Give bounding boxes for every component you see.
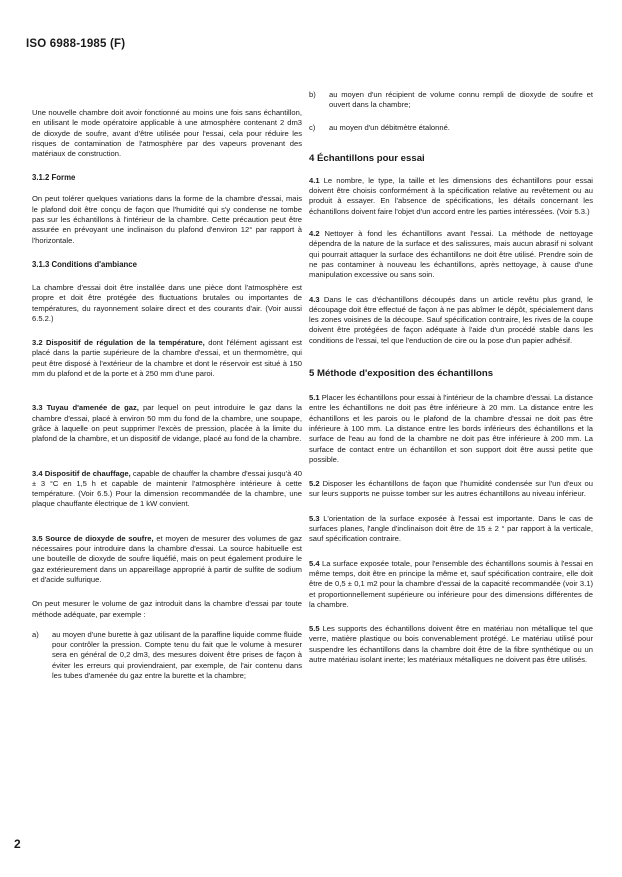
spacer	[309, 379, 593, 393]
paragraph	[32, 338, 302, 379]
list-item-text: au moyen d'un récipient de volume connu rempli de dioxyde de soufre et ouvert dans la chambre;	[329, 90, 593, 110]
clause-lead: 5.5	[309, 624, 320, 634]
paragraph	[309, 229, 593, 280]
spacer	[32, 182, 302, 194]
paragraph: Une nouvelle chambre doit avoir fonctionné au moins une fois sans échantillon, en utilisant le mode opératoire applicable à une atmosphère contenant 2 dm3 de dioxyde de soufre, avant d'être utilisée pour l'essai, cela pour réduire les risques de contamination de l'atmosphère par des vapeurs provenant des matériaux de construction.	[32, 108, 302, 159]
clause-text: Disposer les échantillons de façon que l'humidité condensée sur l'un d'eux ou sur leurs supports ne puisse tomber sur les autres échantillons au niveau inférieur.	[309, 479, 593, 499]
paragraph	[32, 534, 302, 585]
subheading: 3.1.2 Forme	[32, 173, 76, 183]
clause-lead: 4.1	[309, 175, 320, 185]
clause-lead: 5.4	[309, 558, 320, 568]
list-item	[309, 123, 593, 133]
spacer	[32, 246, 302, 260]
list-item-label: a)	[32, 629, 39, 639]
clause-text: dont l'élément agissant est placé dans la partie supérieure de la chambre d'essai, et un thermomètre, qui peut être disposé à l'extérieur de la chambre et dont le réservoir est situé à 150 mm du plafond et de la porte et à 250 mm d'une paroi.	[32, 338, 302, 379]
spacer	[309, 164, 593, 176]
spacer	[309, 465, 593, 479]
clause-lead: 4.2	[309, 229, 320, 239]
spacer	[309, 545, 593, 559]
paragraph	[309, 393, 593, 465]
clause-text: Dans le cas d'échantillons découpés dans un article revêtu plus grand, le découpage doit être effectué de façon à ne pas abîmer le dépôt, spécialement dans les zones voisines de la découpe. Sauf spécification contraire, les rives de la coupe doivent être protégées de façon adéquate à l'aide d'un procédé stable dans les conditions de l'essai, tel que l'enduction de cire ou la pose d'un papier adhésif.	[309, 294, 593, 345]
clause-lead: 3.2 Dispositif de régulation de la température,	[32, 338, 205, 348]
spacer	[309, 133, 593, 153]
clause-lead: 3.3 Tuyau d'amenée de gaz,	[32, 403, 139, 413]
list-item-text: au moyen d'une burette à gaz utilisant de la paraffine liquide comme fluide pour contrôler la pression. Compte tenu du fait que le volume à mesurer sera en général de 0,2 dm3, des mesures doivent être prises de façon à éviter les erreurs qui proviendraient, par exemple, de l'air contenu dans les tubes d'amenée du gaz entre la burette et la chambre;	[52, 629, 302, 680]
paragraph: La chambre d'essai doit être installée dans une pièce dont l'atmosphère est propre et doit être protégée des fluctuations brutales ou importantes de températures, du rayonnement solaire direct et des courants d'air. (Voir aussi 6.5.2.)	[32, 282, 302, 323]
spacer	[309, 346, 593, 368]
spacer	[309, 500, 593, 514]
spacer	[32, 510, 302, 534]
paragraph	[309, 176, 593, 217]
list-item-text: au moyen d'un débitmètre étalonné.	[329, 122, 450, 132]
clause-lead: 5.2	[309, 479, 320, 489]
right-column	[309, 90, 593, 665]
list-item	[32, 630, 302, 681]
clause-lead: 3.4 Dispositif de chauffage,	[32, 468, 131, 478]
clause-text: L'orientation de la surface exposée à l'essai est importante. Dans le cas de surfaces planes, l'angle d'inclinaison doit être de 15 ± 2 ° par rapport à la verticale, sauf spécification contraire.	[309, 513, 593, 544]
clause-text: Nettoyer à fond les échantillons avant l'essai. La méthode de nettoyage dépendra de la nature de la surface et des salissures, mais aucun abrasif ni solvant qui pourrait attaquer la surface des échantillons ne doit être utilisé. Prendre soin de ne pas contaminer à nouveau les échantillons, après nettoyage, à cause d'une manipulation excessive ou sans soin.	[309, 229, 593, 280]
section-heading: 5 Méthode d'exposition des échantillons	[309, 368, 494, 380]
clause-text: Le nombre, le type, la taille et les dimensions des échantillons pour essai doivent être choisis conformément à la spécification relative au revêtement ou au produit à essayer. En l'absence de spécifications, les détails concernant les échantillons doivent faire l'objet d'un accord entre les parties intéressées. (Voir 5.3.)	[309, 175, 593, 216]
spacer	[32, 159, 302, 173]
spacer	[32, 269, 302, 283]
list-item-label: b)	[309, 90, 316, 99]
list-item-label: c)	[309, 122, 316, 132]
clause-text: et moyen de mesurer des volumes de gaz nécessaires pour introduire dans la chambre d'essai. La source habituelle est une bouteille de dioxyde de soufre liquéfié, mais on peut également produire le gaz extérieurement dans un appareillage approprié à partir de sulfite de sodium et d'acide sulfurique.	[32, 533, 302, 584]
paragraph: On peut mesurer le volume de gaz introduit dans la chambre d'essai par toute méthode adéquate, par exemple :	[32, 599, 302, 619]
spacer	[309, 281, 593, 295]
spacer	[309, 610, 593, 624]
clause-text: Placer les échantillons pour essai à l'intérieur de la chambre d'essai. La distance entre les échantillons ne doit pas être inférieure à 20 mm. La distance entre les échantillons et les parois ou le plafond de la chambre d'essai ne doit pas être inférieure à 100 mm. La distance entre les bords inférieurs des échantillons et la surface de l'eau au fond de la chambre ne doit pas être inférieure à 200 mm. La surface de contact entre un échantillon et son support doit être aussi petite que possible.	[309, 393, 593, 464]
spacer	[32, 445, 302, 469]
paragraph	[309, 559, 593, 610]
paragraph: On peut tolérer quelques variations dans la forme de la chambre d'essai, mais le plafond doit être conçu de façon que l'humidité qui s'y condense ne tombe pas sur les échantillons à l'intérieur de la chambre. Cette précaution peut être assurée en prévoyant une inclinaison du plafond d'environ 12° par rapport à l'horizontale.	[32, 194, 302, 245]
spacer	[32, 620, 302, 630]
clause-lead: 4.3	[309, 294, 320, 304]
list-item	[309, 90, 593, 111]
clause-text: Les supports des échantillons doivent être en matériau non métallique tel que verre, matière plastique ou bois convenablement protégé. Le matériau utilisé pour suspendre les échantillons dans la chambre doit être de la fibre synthétique ou un autre matériau isolant inerte; les matériaux métalliques ne doivent pas être utilisés.	[309, 624, 593, 664]
page-number: 2	[14, 837, 21, 851]
spacer	[309, 217, 593, 229]
clause-lead: 5.1	[309, 393, 320, 403]
standard-header: ISO 6988-1985 (F)	[26, 38, 126, 50]
clause-lead: 5.3	[309, 513, 320, 523]
paragraph	[309, 295, 593, 346]
left-column	[32, 90, 302, 681]
section-heading: 4 Échantillons pour essai	[309, 152, 425, 164]
spacer	[32, 379, 302, 403]
paragraph	[309, 624, 593, 665]
clause-text: par lequel on peut introduire le gaz dans la chambre d'essai, placé à environ 50 mm du fond de la chambre, une soupape, grâce à laquelle on peut supprimer l'excès de pression, placée à la limite du plafond de la chambre, et un dispositif de vidange, placé au fond de la chambre.	[32, 403, 302, 444]
clause-text: La surface exposée totale, pour l'ensemble des échantillons soumis à l'essai en même temps, doit être en principe la même et, sauf spécification contraire, elle doit être de 0,5 ± 0,1 m2 pour la chambre d'essai de la capacité recommandée (voir 3.1) et proportionnellement supérieure ou inférieure pour des dimensions différentes de la chambre.	[309, 558, 593, 609]
spacer	[32, 585, 302, 599]
spacer	[32, 324, 302, 338]
paragraph	[309, 479, 593, 500]
subheading: 3.1.3 Conditions d'ambiance	[32, 259, 137, 269]
clause-lead: 3.5 Source de dioxyde de soufre,	[32, 533, 154, 543]
paragraph	[32, 403, 302, 444]
paragraph	[309, 514, 593, 545]
paragraph	[32, 469, 302, 510]
clause-text: capable de chauffer la chambre d'essai jusqu'à 40 ± 3 °C en 1,5 h et capable de maintenir l'atmosphère intérieure à cette température. (Voir 6.5.) Pour la dimension recommandée de la chambre, une plaque chauffante électrique de 1 kW convient.	[32, 468, 302, 509]
spacer	[32, 90, 302, 108]
spacer	[309, 111, 593, 123]
